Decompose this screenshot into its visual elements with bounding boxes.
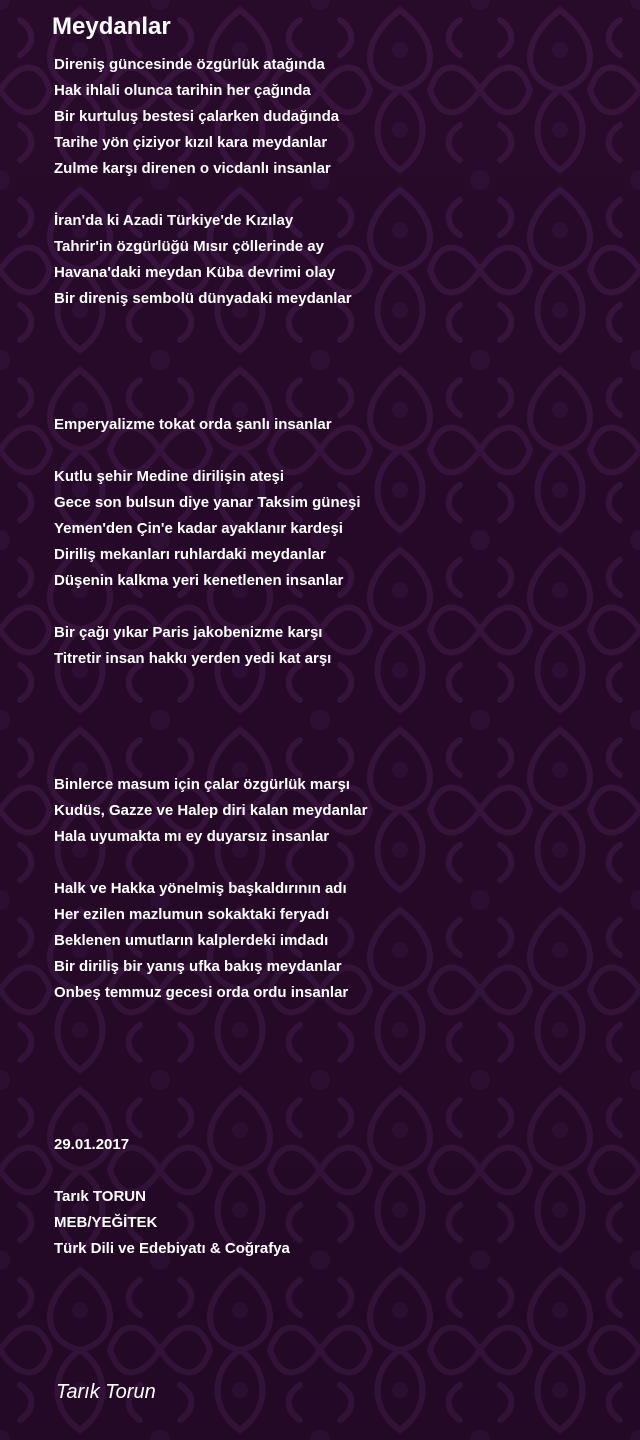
poem-line: Tahrir'in özgürlüğü Mısır çöllerinde ay — [54, 238, 324, 255]
poem-line: Onbeş temmuz gecesi orda ordu insanlar — [54, 984, 349, 1001]
poem-line: Bir direniş sembolü dünyadaki meydanlar — [54, 290, 352, 307]
poem-line: Halk ve Hakka yönelmiş başkaldırının adı — [54, 880, 347, 897]
poem-line: Gece son bulsun diye yanar Taksim güneşi — [54, 494, 361, 511]
poem-line: Kudüs, Gazze ve Halep diri kalan meydanlar — [54, 802, 368, 819]
poem-line: Yemen'den Çin'e kadar ayaklanır kardeşi — [54, 520, 343, 537]
poem-line: Havana'daki meydan Küba devrimi olay — [54, 264, 336, 281]
poem-line: Zulme karşı direnen o vicdanlı insanlar — [54, 160, 331, 177]
poem-line: Bir kurtuluş bestesi çalarken dudağında — [54, 108, 340, 125]
poem-line: Binlerce masum için çalar özgürlük marşı — [54, 776, 350, 793]
poem-line: Her ezilen mazlumun sokaktaki feryadı — [54, 906, 330, 923]
poem-line: Tarık TORUN — [54, 1188, 146, 1205]
poem-line: Diriliş mekanları ruhlardaki meydanlar — [54, 546, 326, 563]
poem-line: Direniş güncesinde özgürlük atağında — [54, 56, 325, 73]
poem-line: Düşenin kalkma yeri kenetlenen insanlar — [54, 572, 344, 589]
poem-line: MEB/YEĞİTEK — [54, 1214, 158, 1231]
poem-line: Emperyalizme tokat orda şanlı insanlar — [54, 416, 332, 433]
poem-line: Hak ihlali olunca tarihin her çağında — [54, 82, 311, 99]
poem-line: İran'da ki Azadi Türkiye'de Kızılay — [54, 212, 294, 229]
poem-line: Tarihe yön çiziyor kızıl kara meydanlar — [54, 134, 328, 151]
poem-line: Bir çağı yıkar Paris jakobenizme karşı — [54, 624, 323, 641]
author-signature: Tarık Torun — [56, 1381, 156, 1403]
poem-line: Hala uyumakta mı ey duyarsız insanlar — [54, 828, 330, 845]
poem-line: Kutlu şehir Medine dirilişin ateşi — [54, 468, 285, 485]
poem-line: Titretir insan hakkı yerden yedi kat arşı — [54, 650, 332, 667]
poem-title: Meydanlar — [52, 13, 171, 40]
poem-line: Beklenen umutların kalplerdeki imdadı — [54, 932, 329, 949]
poem-date: 29.01.2017 — [54, 1136, 130, 1153]
poem-line: Türk Dili ve Edebiyatı & Coğrafya — [54, 1240, 290, 1257]
poem-line: Bir diriliş bir yanış ufka bakış meydanlar — [54, 958, 342, 975]
